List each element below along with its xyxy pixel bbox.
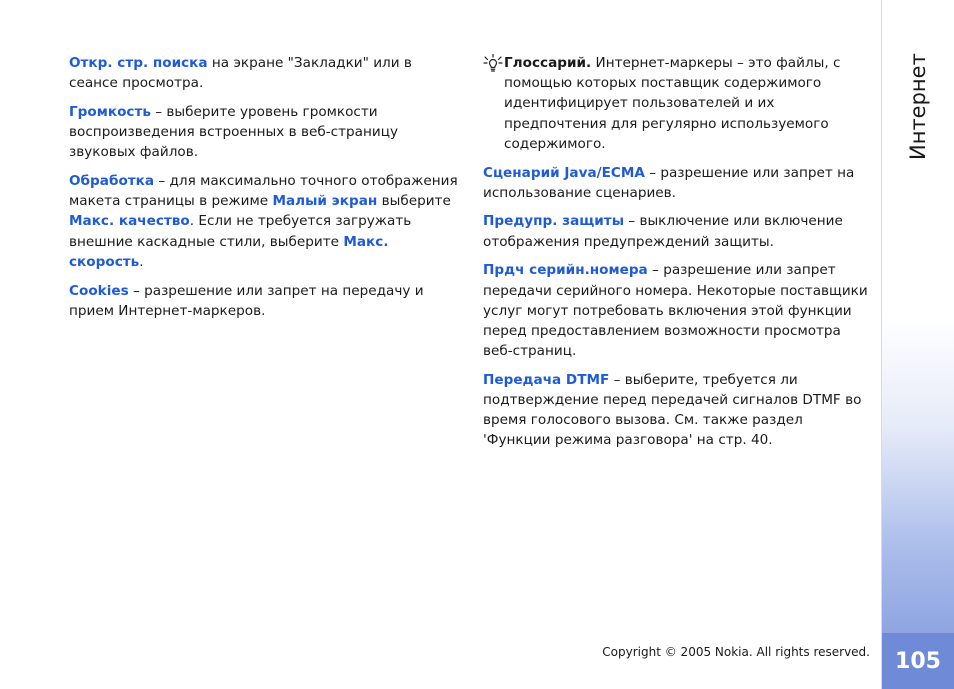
option-term: Передача DTMF — [483, 371, 610, 388]
option-description: на экране "Закладки" или в сеансе просмотра. — [69, 55, 412, 92]
option-rendering: Обработка – для максимально точного отображения макета страницы в режиме Малый экран выберите Макс. качество. Если не требуется загружать внешние каскадные стили, выберите Макс. скорость. — [69, 173, 458, 270]
option-term: Откр. стр. поиска — [69, 55, 208, 71]
option-dtmf-sending: Передача DTMF – выберите, требуется ли подтверждение перед передачей сигналов DTMF во время голосового вызова. См. также раздел 'Функции режима разговора' на стр. 40. — [483, 371, 862, 449]
option-cookies: Cookies – разрешение или запрет на передачу и прием Интернет-маркеров. — [69, 282, 424, 319]
option-description: выберите уровень громкости воспроизведения встроенных в веб-страницу звуковых файлов. — [69, 103, 399, 161]
glossary-text: Интернет-маркеры – это файлы, с помощью которых поставщик содержимого идентифицирует пользователей и их предпочтения для регулярно используемого содержимого. — [504, 55, 841, 152]
option-term: Сценарий Java/ECMA — [483, 164, 645, 181]
option-term: Прдч серийн.номера — [483, 262, 648, 279]
option-value-small-screen: Малый экран — [272, 193, 378, 210]
section-title: Интернет — [906, 53, 930, 160]
option-term: Обработка — [69, 173, 155, 190]
option-description: для максимально точного отображения макета страницы в режиме — [69, 173, 458, 210]
option-value-max-quality: Макс. качество — [69, 213, 190, 230]
option-description: разрешение или запрет передачи серийного номера. Некоторые поставщики услуг могут потребовать включения этой функции перед предоставлением возможности просмотра веб-страниц. — [483, 262, 868, 360]
option-term: Громкость — [69, 103, 151, 120]
option-send-serial-number: Прдч серийн.номера – разрешение или запрет передачи серийного номера. Некоторые поставщики услуг могут потребовать включения этой функции перед предоставлением возможности просмотра веб-страниц. — [483, 262, 868, 360]
right-column — [483, 53, 873, 459]
copyright-notice: Copyright © 2005 Nokia. All rights reserved. — [602, 645, 870, 659]
option-volume: Громкость – выберите уровень громкости воспроизведения встроенных в веб-страницу звуковых файлов. — [69, 103, 399, 161]
option-description: разрешение или запрет на использование сценариев. — [483, 164, 855, 201]
option-description: выключение или включение отображения предупреждений защиты. — [483, 213, 843, 250]
option-value-max-speed: Макс. скорость — [69, 233, 389, 270]
left-column — [69, 53, 461, 329]
option-term: Cookies — [69, 282, 129, 299]
option-open-search-page — [69, 53, 461, 93]
glossary-note — [483, 53, 873, 154]
option-description: разрешение или запрет на передачу и прием Интернет-маркеров. — [69, 282, 424, 319]
option-term: Предупр. защиты — [483, 213, 624, 230]
option-java-ecma-script: Сценарий Java/ECMA – разрешение или запрет на использование сценариев. — [483, 164, 855, 201]
option-security-warnings: Предупр. защиты – выключение или включение отображения предупреждений защиты. — [483, 213, 843, 250]
page-number-box — [882, 633, 954, 689]
lightbulb-icon — [483, 54, 503, 74]
glossary-label: Глоссарий. — [504, 55, 592, 71]
page-number: 105 — [895, 648, 941, 674]
option-description: выберите, требуется ли подтверждение перед передачей сигналов DTMF во время голосового вызова. См. также раздел 'Функции режима разговора' на стр. 40. — [483, 371, 862, 449]
